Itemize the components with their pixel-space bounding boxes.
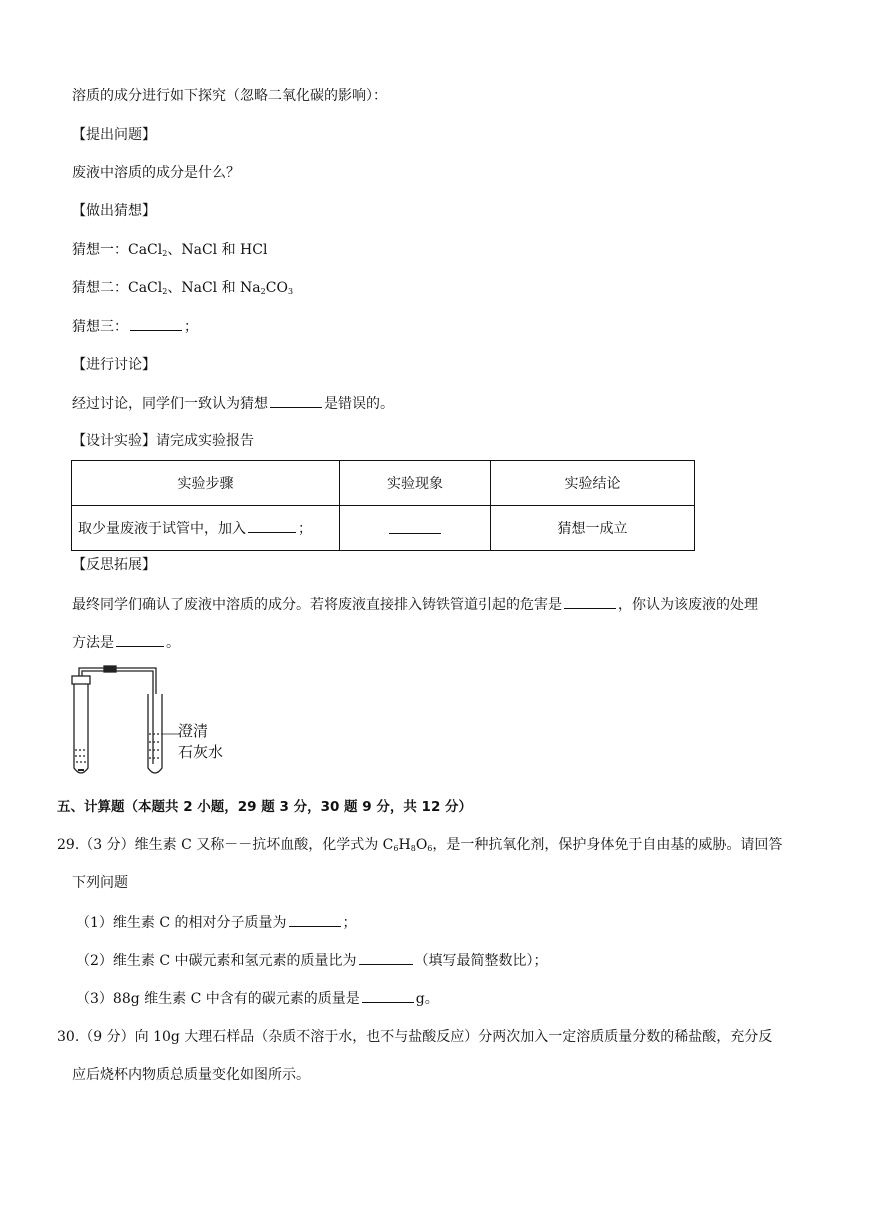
question-29-line-2: 下列问题	[72, 875, 128, 891]
header-phenomenon: 实验现象	[340, 461, 491, 506]
tube-clamp	[104, 666, 116, 672]
section-design-experiment: 【设计实验】请完成实验报告	[72, 433, 254, 449]
header-steps: 实验步骤	[72, 461, 340, 506]
section-discussion: 【进行讨论】	[72, 357, 156, 373]
left-test-tube	[74, 684, 88, 773]
table-header-row	[72, 461, 695, 506]
apparatus-figure	[68, 664, 238, 784]
question-text: 废液中溶质的成分是什么？	[72, 165, 240, 181]
answer-blank[interactable]	[289, 912, 341, 927]
answer-blank[interactable]	[116, 632, 164, 647]
cell-phenomenon	[340, 506, 491, 551]
answer-blank[interactable]	[130, 316, 182, 331]
section-ask-question: 【提出问题】	[72, 127, 156, 143]
figure-label-line1: 澄清	[178, 722, 209, 740]
question-29-line-1: 29.（3 分）维生素 C 又称－－抗坏血酸，化学式为 $C_6H_8O_6$，是一种抗氧化剂，保护身体免于自由基的威胁。请回答	[57, 837, 783, 853]
answer-blank[interactable]	[362, 988, 414, 1003]
guess-3: 猜想三： ；	[72, 316, 198, 337]
figure-label-line2: 石灰水	[178, 743, 224, 761]
reflection-line-1: 最终同学们确认了废液中溶质的成分。若将废液直接排入铸铁管道引起的危害是 ，你认为该废液的处理	[72, 594, 758, 615]
question-29-part-1: （1）维生素 C 的相对分子质量为 ；	[76, 912, 357, 933]
question-30-line-1: 30.（9 分）向 10g 大理石样品（杂质不溶于水，也不与盐酸反应）分两次加入一定溶质质量分数的稀盐酸，充分反	[57, 1029, 773, 1045]
guess-1: 猜想一：CaCl$_2$、NaCl 和 HCl	[72, 242, 268, 258]
intro-text: 溶质的成分进行如下探究（忽略二氧化碳的影响）：	[72, 88, 387, 104]
reflection-line-2: 方法是 。	[72, 632, 180, 653]
question-30-line-2: 应后烧杯内物质总质量变化如图所示。	[72, 1067, 310, 1083]
header-conclusion: 实验结论	[491, 461, 695, 506]
cell-step: 取少量废液于试管中，加入 ；	[72, 506, 340, 551]
section-5-title: 五、计算题（本题共 2 小题，29 题 3 分，30 题 9 分，共 12 分）	[57, 799, 473, 815]
answer-blank[interactable]	[564, 594, 616, 609]
cell-conclusion: 猜想一成立	[491, 506, 695, 551]
answer-blank[interactable]	[248, 518, 296, 533]
discussion-text: 经过讨论，同学们一致认为猜想 是错误的。	[72, 393, 394, 414]
question-29-part-2: （2）维生素 C 中碳元素和氢元素的质量比为 （填写最简整数比）；	[76, 950, 548, 971]
answer-blank[interactable]	[359, 950, 413, 965]
answer-blank[interactable]	[389, 519, 441, 534]
section-make-guess: 【做出猜想】	[72, 203, 156, 219]
question-29-part-3: （3）88g 维生素 C 中含有的碳元素的质量是 g。	[76, 988, 439, 1009]
stopper-shape	[72, 676, 90, 684]
answer-blank[interactable]	[270, 393, 322, 408]
table-row	[72, 506, 695, 551]
experiment-report-table	[71, 460, 695, 551]
guess-2: 猜想二：CaCl$_2$、NaCl 和 $Na_2CO_3$	[72, 280, 294, 296]
section-reflection: 【反思拓展】	[72, 557, 156, 573]
